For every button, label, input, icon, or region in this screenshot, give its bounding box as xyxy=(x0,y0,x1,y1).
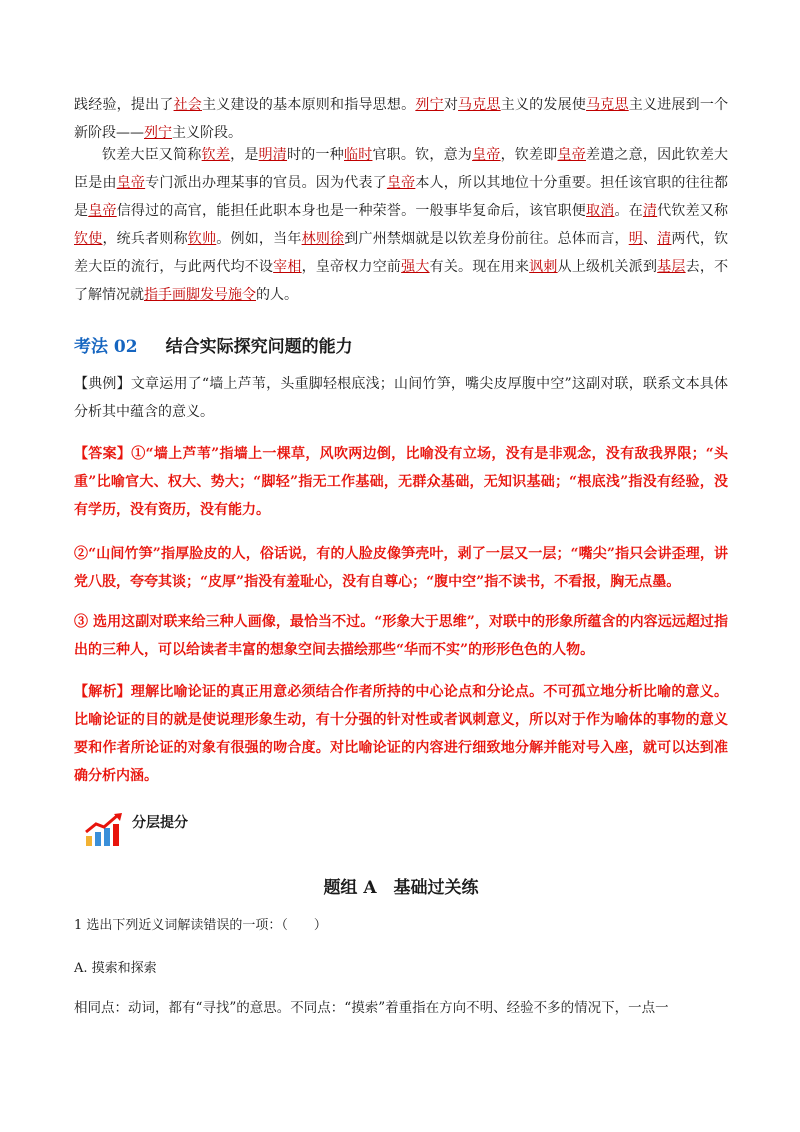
analysis-text: 理解比喻论证的真正用意必须结合作者所持的中心论点和分论点。不可孤立地分析比喻的意义。比喻论证的目的就是使说理形象生动，有十分强的针对性或者讽刺意义，所以对于作为喻体的事物的意义要和作者所论证的对象有很强的吻合度。对比喻论证的内容进行细致地分解并能对号入座，就可以达到准确分析内涵。 xyxy=(74,684,728,784)
paragraph-text: 。在 xyxy=(614,203,643,219)
paragraph-text: 主义进展到一个新阶段—— xyxy=(74,97,729,141)
inline-link[interactable]: 皇帝 xyxy=(557,147,586,163)
paragraph-text: 代钦差又称 xyxy=(657,203,729,219)
paragraph-text: 去，不了解情况就 xyxy=(74,259,729,303)
paragraph-text: ，钦差即 xyxy=(500,147,558,163)
answer-text-3: ③ 选用这副对联来给三种人画像，最恰当不过。“形象大于思维”，对联中的形象所蕴含的内容远远超过指出的三种人，可以给读者丰富的想象空间去描绘那些“华而不实”的形形色色的人物。 xyxy=(74,614,728,658)
inline-link[interactable]: 皇帝 xyxy=(386,175,416,191)
question-1-option-a-text: 相同点：动词，都有“寻找”的意思。不同点：“摸索”着重指在方向不明、经验不多的情况下，一点一 xyxy=(74,1000,669,1016)
inline-link[interactable]: 皇帝 xyxy=(88,203,117,219)
inline-link[interactable]: 宰相 xyxy=(273,259,302,275)
paragraph-text: 对 xyxy=(443,97,459,113)
example-label: 【典例】 xyxy=(74,376,131,392)
inline-link[interactable]: 列宁 xyxy=(415,97,444,113)
paragraph-text: 主义阶段。 xyxy=(172,125,242,141)
badge-text: 分层提分 xyxy=(132,815,188,831)
question-1-stem: 1 选出下列近义词解读错误的一项：（ ） xyxy=(74,918,327,933)
inline-link[interactable]: 列宁 xyxy=(144,125,172,141)
inline-link[interactable]: 钦帅 xyxy=(187,231,217,247)
answer-text-1: ①“墙上芦苇”指墙上一棵草，风吹两边倒，比喻没有立场，没有是非观念，没有敌我界限；“头重”比喻官大、权大、势大；“脚轻”指无工作基础，无群众基础，无知识基础；“根底浅”指没有经验，没有学历，没有资历，没有能力。 xyxy=(74,446,729,518)
section-title: 结合实际探究问题的能力 xyxy=(165,337,353,357)
paragraph-text: 从上级机关派到 xyxy=(557,259,658,275)
inline-link[interactable]: 钦差 xyxy=(201,147,231,163)
paragraph-text: 践经验，提出了 xyxy=(74,97,174,113)
inline-link[interactable]: 讽刺 xyxy=(529,259,558,275)
intro-paragraph-2 xyxy=(74,141,728,309)
paragraph-text: 主义的发展使 xyxy=(500,97,587,113)
inline-link[interactable]: 社会 xyxy=(173,97,203,113)
question-1-option-a: A. 摸索和探索 xyxy=(74,961,157,976)
paragraph-text: ，皇帝权力空前 xyxy=(301,259,402,275)
paragraph-text: 主义建设的基本原则和指导思想。 xyxy=(202,97,416,113)
example-paragraph xyxy=(74,370,728,426)
inline-link[interactable]: 皇帝 xyxy=(472,147,501,163)
intro-paragraph-1 xyxy=(74,91,728,147)
analysis-paragraph xyxy=(74,678,728,790)
growth-chart-icon xyxy=(84,812,124,848)
inline-link[interactable]: 明清 xyxy=(258,147,288,163)
answer-paragraph-3 xyxy=(74,608,728,664)
paragraph-text: 到广州禁烟就是以钦差身份前往。总体而言， xyxy=(344,231,629,247)
analysis-label: 【解析】 xyxy=(74,684,131,700)
section-number: 考法 02 xyxy=(74,337,138,357)
inline-link[interactable]: 临时 xyxy=(343,147,373,163)
inline-link[interactable]: 林则徐 xyxy=(301,231,345,247)
answer-paragraph-1 xyxy=(74,440,728,524)
paragraph-text: 差遣之意，因此钦差大臣是由 xyxy=(74,147,729,191)
section-heading xyxy=(74,332,353,357)
paragraph-text: 专门派出办理某事的官员。因为代表了 xyxy=(145,175,387,191)
inline-link[interactable]: 皇帝 xyxy=(116,175,146,191)
inline-link[interactable]: 马克思 xyxy=(458,97,501,113)
layered-score-badge xyxy=(84,812,188,848)
inline-link[interactable]: 指手画脚发号施令 xyxy=(144,287,256,303)
paragraph-text: 本人，所以其地位十分重要。担任该官职的往往都是 xyxy=(74,175,729,219)
paragraph-text: 有关。现在用来 xyxy=(429,259,530,275)
inline-link[interactable]: 取消 xyxy=(586,203,615,219)
paragraph-text: 。例如，当年 xyxy=(216,231,302,247)
paragraph-text: 信得过的高官，能担任此职本身也是一种荣誉。一般事毕复命后，该官职便 xyxy=(116,203,587,219)
paragraph-text: 官职。钦，意为 xyxy=(372,147,473,163)
paragraph-text: 钦差大臣又简称 xyxy=(102,147,202,163)
inline-link[interactable]: 钦使 xyxy=(74,231,103,247)
inline-link[interactable]: 明 xyxy=(628,231,643,247)
inline-link[interactable]: 基层 xyxy=(657,259,686,275)
answer-paragraph-2 xyxy=(74,540,728,596)
inline-link[interactable]: 马克思 xyxy=(586,97,629,113)
paragraph-text: ，是 xyxy=(230,147,259,163)
paragraph-text: 两代，钦差大臣的流行，与此两代均不设 xyxy=(74,231,729,275)
example-text: 文章运用了“墙上芦苇，头重脚轻根底浅；山间竹笋，嘴尖皮厚腹中空”这副对联，联系文本具体分析其中蕴含的意义。 xyxy=(74,376,729,420)
group-title: 题组 A 基础过关练 xyxy=(323,878,479,898)
answer-text-2: ②“山间竹笋”指厚脸皮的人，俗话说，有的人脸皮像笋壳叶，剥了一层又一层；“嘴尖”指只会讲歪理，讲党八股，夸夸其谈；“皮厚”指没有羞耻心，没有自尊心；“腹中空”指不读书，不看报，胸无点墨。 xyxy=(74,546,728,590)
paragraph-text: 时的一种 xyxy=(287,147,344,163)
inline-link[interactable]: 强大 xyxy=(401,259,430,275)
paragraph-text: 的人。 xyxy=(256,287,298,303)
paragraph-text: ，统兵者则称 xyxy=(102,231,188,247)
answer-label: 【答案】 xyxy=(74,446,132,462)
inline-link[interactable]: 清 xyxy=(657,231,672,247)
paragraph-text: 、 xyxy=(642,231,658,247)
inline-link[interactable]: 清 xyxy=(642,203,658,219)
